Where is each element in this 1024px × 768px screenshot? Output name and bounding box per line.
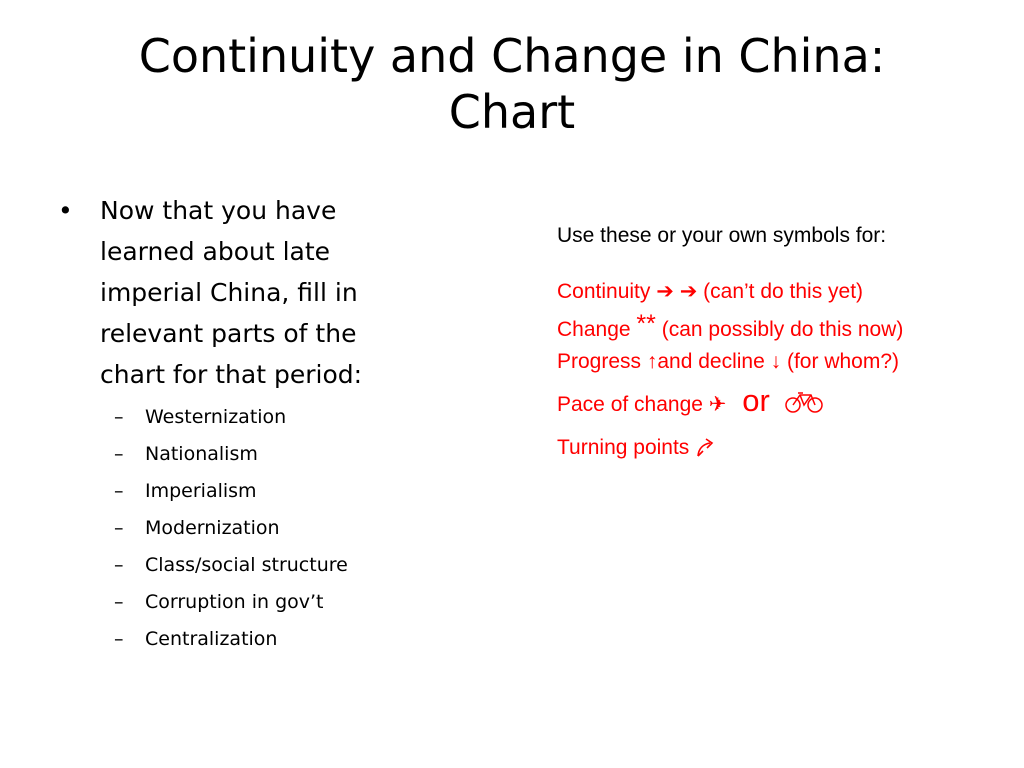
legend-continuity: [557, 278, 957, 306]
dash-icon: –: [114, 554, 124, 576]
list-item-label: Westernization: [145, 406, 287, 428]
dash-icon: –: [114, 443, 124, 465]
legend-change: [557, 310, 957, 344]
dash-icon: –: [114, 591, 124, 613]
decline-label: and decline: [657, 350, 765, 373]
symbols-intro: Use these or your own symbols for:: [557, 224, 887, 247]
dash-icon: –: [114, 517, 124, 539]
arrow-right-icon: ➔: [679, 280, 698, 303]
title-line-1: Continuity and Change in China:: [138, 29, 886, 83]
list-item-label: Class/social structure: [145, 554, 348, 576]
legend-progress: [557, 348, 957, 376]
continuity-label: Continuity: [557, 280, 651, 303]
turning-label: Turning points: [557, 436, 690, 459]
list-item-label: Modernization: [145, 517, 280, 539]
list-item: [114, 473, 418, 510]
continuity-note: (can’t do this yet): [703, 280, 864, 303]
bullet-icon: •: [58, 196, 73, 225]
turning-arrow-icon: [695, 434, 717, 462]
arrow-up-icon: ↑: [646, 350, 658, 373]
symbol-legend: [557, 278, 957, 462]
change-note: (can possibly do this now): [661, 318, 904, 341]
dash-icon: –: [114, 628, 124, 650]
list-item-label: Nationalism: [145, 443, 258, 465]
page-title: [40, 28, 984, 140]
list-item: [114, 584, 418, 621]
progress-note: (for whom?): [786, 350, 900, 373]
left-column: [58, 190, 418, 658]
or-label: or: [742, 383, 770, 418]
list-item: [114, 510, 418, 547]
pace-label: Pace of change: [557, 393, 703, 416]
progress-label: Progress: [557, 350, 642, 373]
legend-pace: [557, 384, 957, 422]
main-bullet-text: Now that you have learned about late imperial China, fill in relevant parts of the chart for that period:: [100, 196, 363, 389]
dash-icon: –: [114, 406, 124, 428]
list-item-label: Imperialism: [145, 480, 257, 502]
bicycle-icon: [784, 388, 824, 422]
airplane-icon: ✈: [708, 393, 727, 416]
title-line-2: Chart: [448, 85, 576, 139]
main-bullet: [58, 190, 418, 395]
right-column: [557, 222, 957, 462]
arrow-right-icon: ➔: [656, 280, 674, 303]
dash-icon: –: [114, 480, 124, 502]
arrow-down-icon: ↓: [770, 350, 782, 373]
topic-list: [58, 399, 418, 658]
asterisks-icon: **: [636, 310, 656, 338]
list-item: [114, 436, 418, 473]
list-item: [114, 621, 418, 658]
list-item: [114, 547, 418, 584]
list-item: [114, 399, 418, 436]
list-item-label: Centralization: [145, 628, 278, 650]
change-label: Change: [557, 318, 631, 341]
list-item-label: Corruption in gov’t: [145, 591, 324, 613]
legend-turning-points: [557, 434, 957, 462]
